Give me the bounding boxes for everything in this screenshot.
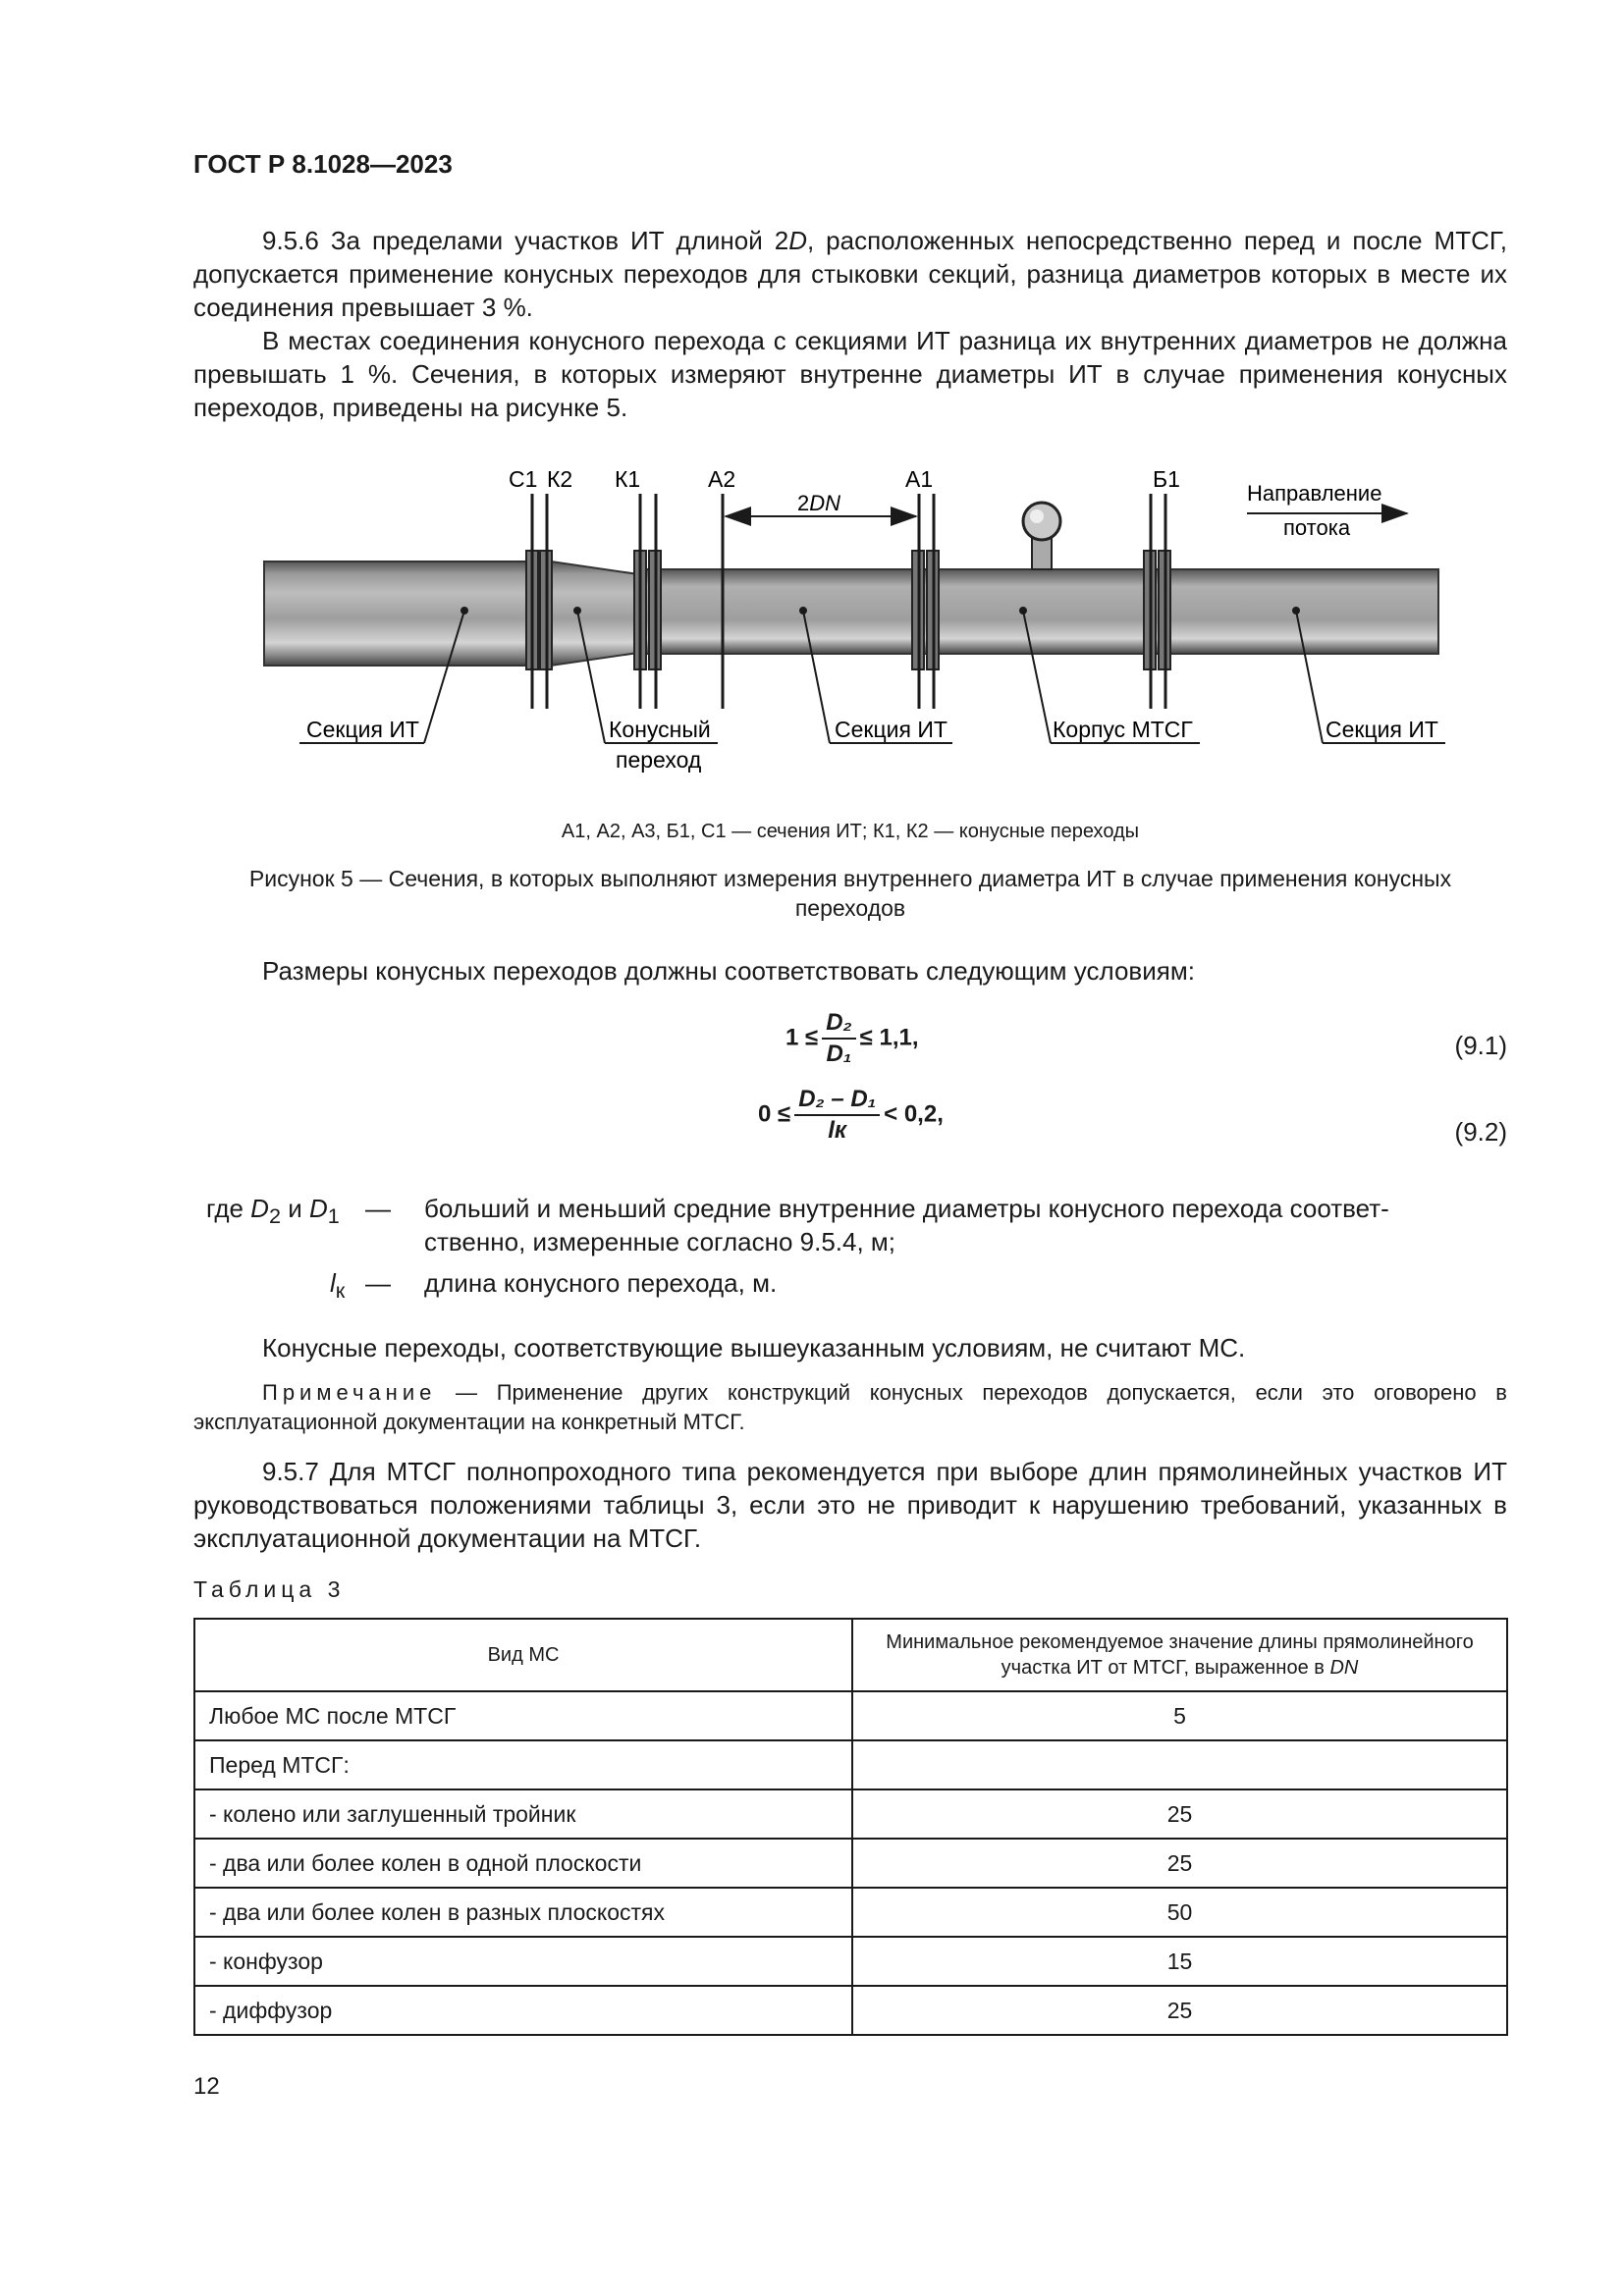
paragraph-not-ms: Конусные переходы, соответствующие вышеуказанным условиям, не считают МС. [262, 1333, 1246, 1362]
callout-mtsg-body: Корпус МТСГ [1053, 717, 1193, 742]
callout-section-left: Секция ИТ [306, 717, 419, 742]
table-row: Перед МТСГ: [194, 1740, 1507, 1789]
label-k1: К1 [615, 466, 641, 492]
dimension-2dn-label: 2DN [797, 491, 841, 515]
where-lk-label: $l_к$ [330, 1268, 346, 1304]
table-header-row [194, 1619, 1507, 1691]
label-b1: Б1 [1153, 466, 1180, 492]
mtsg-body-sensor [1023, 503, 1060, 569]
flow-direction-label-1: Направление [1247, 481, 1382, 506]
paragraph-cone-sizes: Размеры конусных переходов должны соответствовать следующим условиям: [262, 956, 1195, 986]
document-header: ГОСТ Р 8.1028—2023 [193, 149, 453, 179]
callout-section-right: Секция ИТ [1326, 717, 1438, 742]
equation-number-9-1: (9.1) [1454, 1031, 1507, 1060]
table-header-min-length: Минимальное рекомендуемое значение длины прямолинейного участка ИТ от МТСГ, выраженное в DN [852, 1619, 1507, 1691]
table-row: - диффузор 25 [194, 1986, 1507, 2035]
paragraph-cone-joints: В местах соединения конусного перехода с секциями ИТ разница их внутренних диаметров не должна превышать 1 %. Сечения, в которых измеряют внутренне диаметры ИТ в случае применения конусных переходов, приведены на рисунке 5. [193, 326, 1507, 422]
formula-9-2: 0 ≤ $\frac{\text{D₂ – D₁}}{lк}$ < 0,2, [758, 1086, 944, 1144]
flow-direction-label-2: потока [1283, 515, 1351, 540]
table-3-title: Таблица 3 [193, 1576, 346, 1602]
pipe-section-left [264, 561, 535, 666]
figure-caption: Рисунок 5 — Сечения, в которых выполняют измерения внутреннего диаметра ИТ в случае применения конусных переходов [248, 866, 1452, 921]
figure-5-diagram [0, 0, 1624, 805]
note-label: Примечание [262, 1380, 437, 1405]
clause-number: 9.5.6 [262, 226, 319, 255]
where-d2-d1-text: больший и меньший средние внутренние диаметры конусного перехода соответ- ственно, измеренные согласно 9.5.4, м; [424, 1194, 1389, 1256]
callout-cone-line2: переход [616, 747, 702, 773]
table-row: - два или более колен в одной плоскости 25 [194, 1839, 1507, 1888]
table-row: - два или более колен в разных плоскостях 50 [194, 1888, 1507, 1937]
paragraph-9-5-7: 9.5.7 Для МТСГ полнопроходного типа рекомендуется при выборе длин прямолинейных участков ИТ руководствоваться положениями таблицы 3, если это не приводит к нарушению требований, указанных в эксплуатационной документации на МТСГ. [193, 1457, 1507, 1553]
where-dash-1: — [365, 1194, 391, 1223]
where-d2-d1-label: где $D_2$ и $D_1$ [206, 1194, 340, 1229]
page-number: 12 [193, 2073, 220, 2100]
table-row: Любое МС после МТСГ 5 [194, 1691, 1507, 1740]
where-lk-text: длина конусного перехода, м. [424, 1268, 778, 1298]
note-text: — Применение других конструкций конусных переходов допускается, если это оговорено в эксплуатационной документации на конкретный МТСГ. [193, 1380, 1507, 1434]
paragraph-9-5-6: 9.5.6 За пределами участков ИТ длиной 2D, расположенных непосредственно перед и после МТСГ, допускается применение конусных переходов для стыковки секций, разница диаметров которых в месте их соединения превышает 3 %. [193, 226, 1507, 322]
label-k2: К2 [547, 466, 573, 492]
formula-9-1: 1 ≤ $\frac{\text{D₂}}{\text{D₁}}$ ≤ 1,1, [785, 1009, 919, 1067]
cone-transition [551, 561, 638, 666]
note [193, 1378, 1507, 1437]
pipe-section-main [638, 569, 1438, 654]
table-3 [193, 1618, 1508, 2036]
table-row: - конфузор 15 [194, 1937, 1507, 1986]
where-dash-2: — [365, 1268, 391, 1298]
label-c1: С1 [509, 466, 538, 492]
table-row: - колено или заглушенный тройник 25 [194, 1789, 1507, 1839]
callout-cone-line1: Конусный [609, 717, 711, 742]
label-a1: А1 [905, 466, 934, 492]
equation-number-9-2: (9.2) [1454, 1117, 1507, 1147]
table-header-ms-type: Вид МС [194, 1619, 852, 1691]
figure-legend: А1, А2, А3, Б1, С1 — сечения ИТ; К1, К2 — конусные переходы [561, 821, 1140, 842]
label-a2: А2 [708, 466, 736, 492]
callout-section-middle: Секция ИТ [835, 717, 947, 742]
